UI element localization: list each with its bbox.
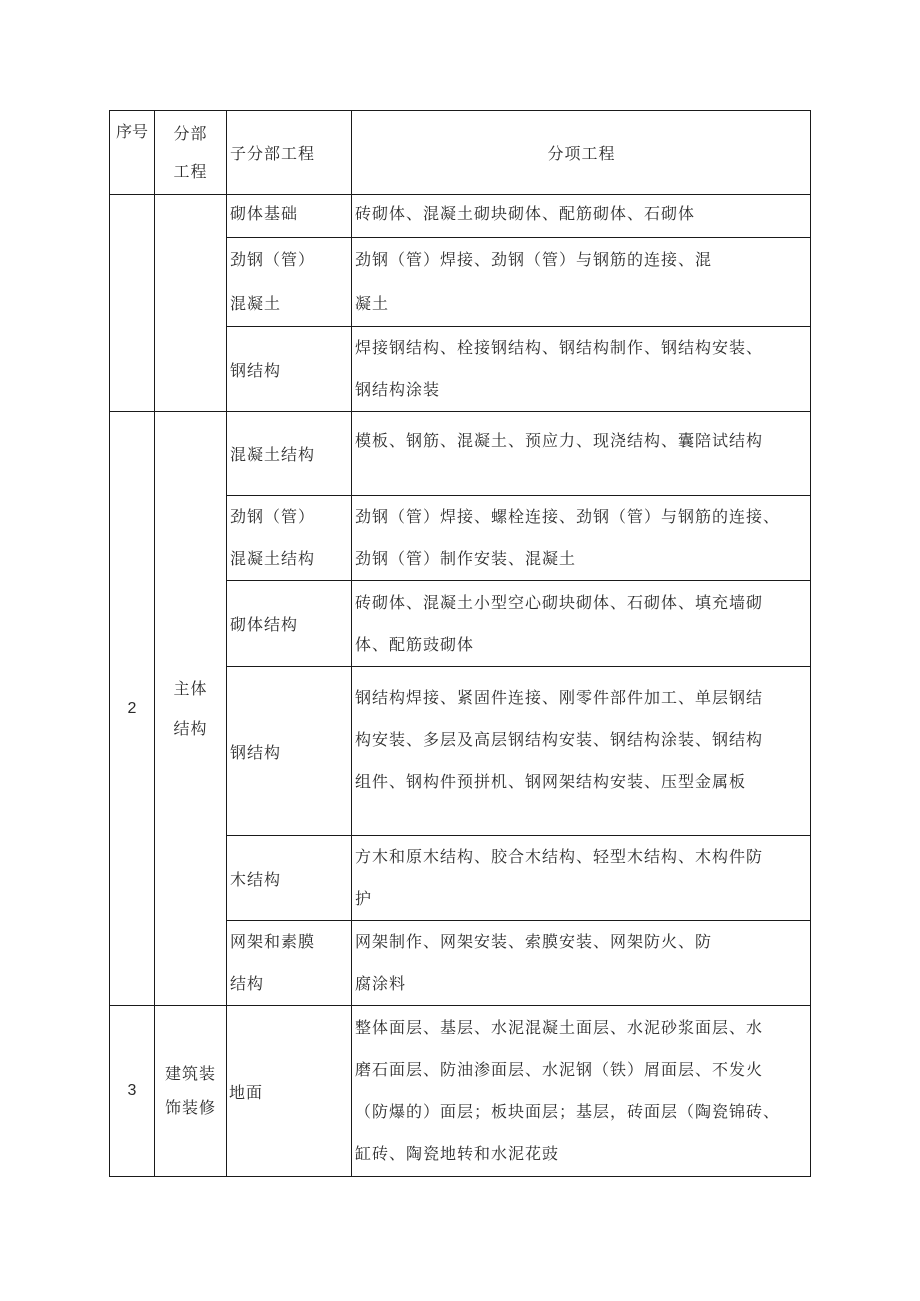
item-cell: 劲钢（管）焊接、螺栓连接、劲钢（管）与钢筋的连接、 劲钢（管）制作安装、混凝土 <box>352 496 811 581</box>
group-no: 3 <box>110 1006 155 1177</box>
table-row <box>110 1006 811 1177</box>
header-division: 分部 工程 <box>155 111 227 195</box>
subdivision-cell: 劲钢（管） 混凝土结构 <box>227 496 352 581</box>
header-no: 序号 <box>110 111 155 195</box>
item-cell: 模板、钢筋、混凝土、预应力、现浇结构、囊陪试结构 <box>352 412 811 496</box>
table-row <box>110 195 811 238</box>
header-subdivision: 子分部工程 <box>227 111 352 195</box>
subdivision-cell: 木结构 <box>227 836 352 921</box>
item-cell: 网架制作、网架安装、索膜安装、网架防火、防 腐涂料 <box>352 921 811 1006</box>
item-cell: 方木和原木结构、胶合木结构、轻型木结构、木构件防 护 <box>352 836 811 921</box>
subdivision-cell: 砌体基础 <box>227 195 352 238</box>
item-cell: 钢结构焊接、紧固件连接、刚零件部件加工、单层钢结 构安装、多层及高层钢结构安装、钢结构涂装、钢结构 组件、钢构件预拼机、钢网架结构安装、压型金属板 <box>352 667 811 836</box>
group-no <box>110 195 155 412</box>
item-cell: 整体面层、基层、水泥混凝土面层、水泥砂浆面层、水 磨石面层、防油渗面层、水泥钢（铁）屑面层、不发火 （防爆的）面层；板块面层；基层，砖面层（陶瓷锦砖、 缸砖、陶瓷地转和水泥花豉 <box>352 1006 811 1177</box>
subdivision-cell: 混凝土结构 <box>227 412 352 496</box>
group-division: 建筑装 饰装修 <box>155 1006 227 1177</box>
table-row <box>110 412 811 496</box>
subdivision-cell: 劲钢（管） 混凝土 <box>227 238 352 327</box>
group-no: 2 <box>110 412 155 1006</box>
header-item: 分项工程 <box>352 111 811 195</box>
item-cell: 砖砌体、混凝土小型空心砌块砌体、石砌体、填充墙砌 体、配筋豉砌体 <box>352 581 811 667</box>
table-header-row <box>110 111 811 195</box>
group-division <box>155 195 227 412</box>
subdivision-cell: 地面 <box>227 1006 352 1177</box>
item-cell: 砖砌体、混凝土砌块砌体、配筋砌体、石砌体 <box>352 195 811 238</box>
item-cell: 焊接钢结构、栓接钢结构、钢结构制作、钢结构安装、 钢结构涂装 <box>352 327 811 412</box>
subdivision-cell: 砌体结构 <box>227 581 352 667</box>
item-cell: 劲钢（管）焊接、劲钢（管）与钢筋的连接、混 凝土 <box>352 238 811 327</box>
subdivision-cell: 钢结构 <box>227 667 352 836</box>
subdivision-table <box>109 110 811 1177</box>
subdivision-cell: 网架和素膜 结构 <box>227 921 352 1006</box>
group-division: 主体 结构 <box>155 412 227 1006</box>
subdivision-cell: 钢结构 <box>227 327 352 412</box>
